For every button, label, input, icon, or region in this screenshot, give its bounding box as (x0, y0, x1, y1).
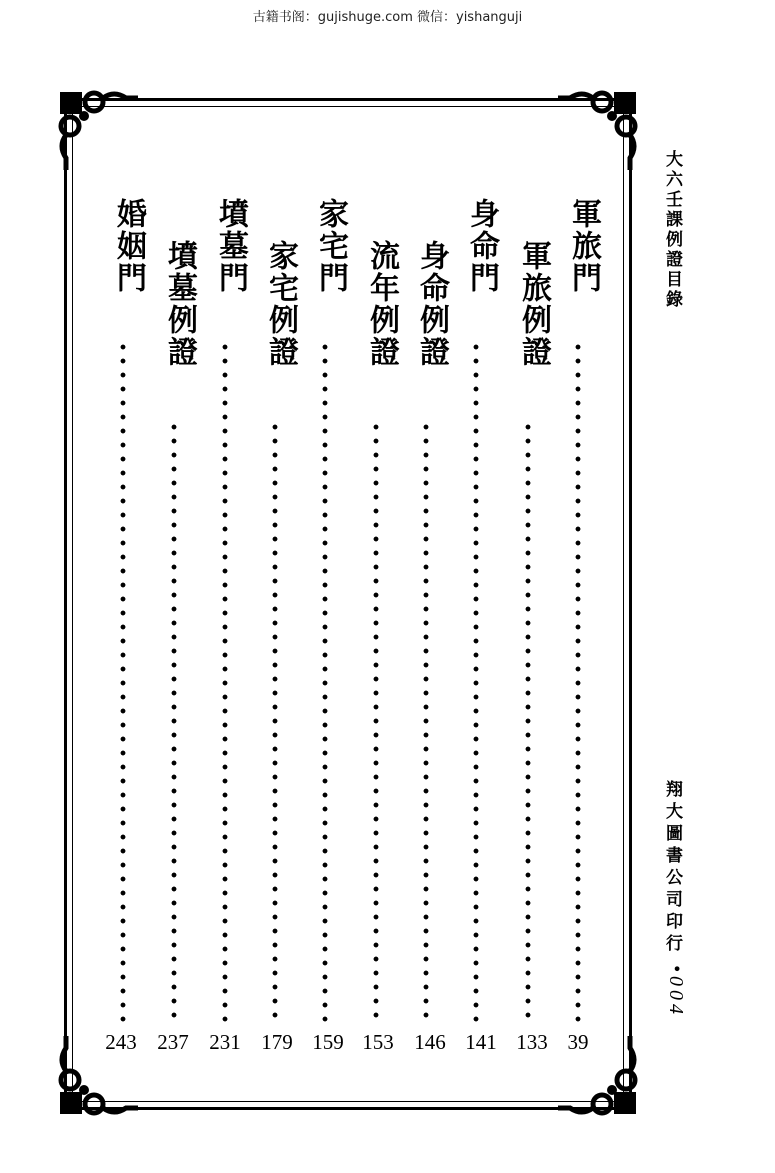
toc-entry-page: 159 (312, 1030, 344, 1054)
toc-leader-dots (120, 340, 126, 1025)
watermark-text: 古籍书阁：gujishuge.com 微信：yishanguji (252, 10, 523, 25)
toc-entry-page: 133 (516, 1030, 548, 1054)
toc-entry-page: 243 (105, 1030, 137, 1054)
toc-entry-title: 身命門 (464, 198, 499, 294)
toc-entry-title: 軍旅例證 (516, 240, 551, 368)
toc-entry-page: 231 (209, 1030, 241, 1054)
toc-leader-dots (473, 340, 479, 1025)
page-number-marker: •004 (665, 965, 687, 1019)
toc-entry-page: 39 (567, 1030, 589, 1054)
publisher-imprint: 翔大圖書公司印行 (662, 780, 682, 956)
toc-entry-page: 237 (157, 1030, 189, 1054)
toc-leader-dots (423, 420, 429, 1025)
toc-heading: 大六壬課例證目錄 (662, 150, 682, 310)
toc-entry-title: 家宅例證 (263, 240, 298, 368)
corner-ornament-icon (552, 86, 642, 176)
toc-entry-title: 身命例證 (414, 240, 449, 368)
toc-entry-title: 軍旅門 (566, 198, 601, 294)
toc-entry-page: 179 (261, 1030, 293, 1054)
toc-entry-title: 婚姻門 (111, 198, 146, 294)
toc-leader-dots (525, 420, 531, 1025)
toc-entry-title: 家宅門 (313, 198, 348, 294)
toc-entry-page: 153 (362, 1030, 394, 1054)
toc-leader-dots (272, 420, 278, 1025)
toc-entry-title: 墳墓例證 (162, 240, 197, 368)
toc-entry-page: 146 (414, 1030, 446, 1054)
corner-ornament-icon (54, 86, 144, 176)
toc-leader-dots (222, 340, 228, 1025)
toc-leader-dots (171, 420, 177, 1025)
toc-leader-dots (373, 420, 379, 1025)
toc-entry-title: 流年例證 (364, 240, 399, 368)
toc-entry-title: 墳墓門 (213, 198, 248, 294)
toc-leader-dots (575, 340, 581, 1025)
toc-entry-page: 141 (465, 1030, 497, 1054)
toc-leader-dots (322, 340, 328, 1025)
